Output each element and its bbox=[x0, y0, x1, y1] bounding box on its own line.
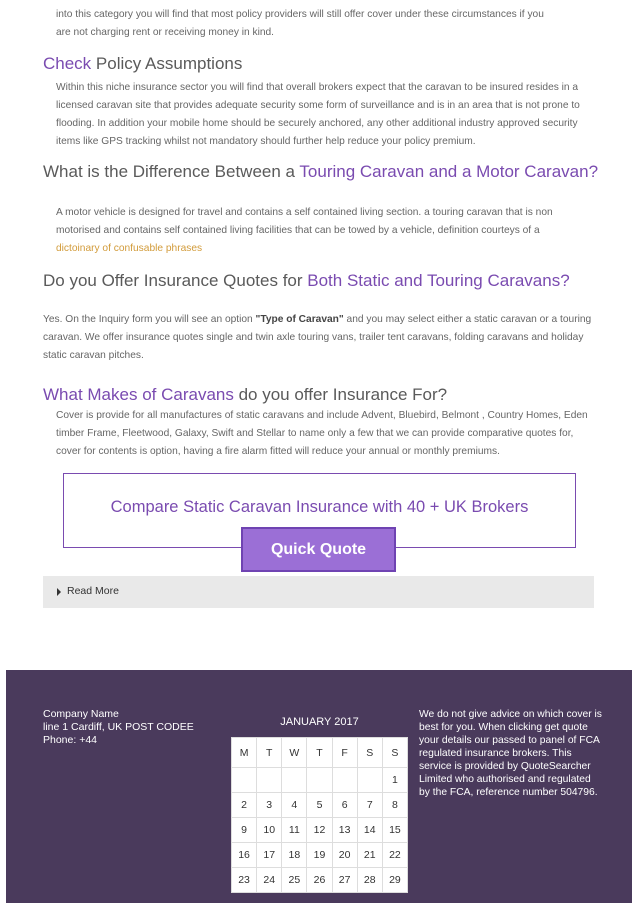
calendar-day[interactable]: 8 bbox=[382, 793, 407, 818]
heading-highlight: What Makes of Caravans bbox=[43, 385, 234, 404]
heading-text: What is the Difference Between a bbox=[43, 162, 300, 181]
calendar-day[interactable]: 11 bbox=[282, 818, 307, 843]
calendar-day[interactable]: 7 bbox=[357, 793, 382, 818]
company-phone: Phone: +44 bbox=[43, 734, 98, 746]
calendar-day[interactable]: 9 bbox=[232, 818, 257, 843]
calendar-day[interactable]: 16 bbox=[232, 843, 257, 868]
calendar-day[interactable]: 18 bbox=[282, 843, 307, 868]
calendar-day[interactable]: 23 bbox=[232, 868, 257, 893]
cta-title: Compare Static Caravan Insurance with 40 + UK Brokers bbox=[110, 498, 529, 516]
section-heading-quotes bbox=[43, 271, 603, 290]
calendar-widget bbox=[231, 707, 408, 897]
heading-highlight: Both Static and Touring Caravans? bbox=[307, 271, 570, 290]
section-heading-policy-assumptions bbox=[43, 54, 603, 73]
weekday-label: T bbox=[307, 738, 332, 768]
calendar-day[interactable]: 15 bbox=[382, 818, 407, 843]
footer bbox=[6, 670, 632, 903]
calendar-week-row bbox=[232, 818, 408, 843]
weekday-label: F bbox=[332, 738, 357, 768]
company-address: line 1 Cardiff, UK POST CODEE bbox=[43, 721, 194, 733]
intro-line: into this category you will find that most policy providers will still offer cover under these circumstances if you bbox=[56, 9, 544, 20]
calendar-title: JANUARY 2017 bbox=[231, 707, 408, 737]
calendar-day[interactable]: 4 bbox=[282, 793, 307, 818]
read-more-label: Read More bbox=[67, 585, 119, 597]
calendar-day[interactable]: 14 bbox=[357, 818, 382, 843]
company-info bbox=[43, 708, 194, 747]
heading-text: do you offer Insurance For? bbox=[233, 385, 448, 404]
calendar-week-row bbox=[232, 768, 408, 793]
calendar-day[interactable]: 10 bbox=[257, 818, 282, 843]
calendar-day bbox=[282, 768, 307, 793]
weekday-label: S bbox=[357, 738, 382, 768]
caret-right-icon bbox=[57, 588, 61, 596]
calendar-day[interactable]: 21 bbox=[357, 843, 382, 868]
section-text-makes: Cover is provide for all manufactures of static caravans and include Advent, Bluebird, Belmont , Country Homes, Eden timber Frame, Fleetwood, Galaxy, Swift and Stellar to name only a few that we can provide comparative quotes for, cover for contents is option, having a fire alarm fitted will reduce your annual or monthly premiums. bbox=[56, 410, 588, 457]
heading-highlight: Check bbox=[43, 54, 92, 73]
company-name: Company Name bbox=[43, 708, 119, 720]
calendar-day[interactable]: 19 bbox=[307, 843, 332, 868]
section-text-quotes bbox=[43, 311, 598, 365]
calendar-day[interactable]: 3 bbox=[257, 793, 282, 818]
weekday-label: W bbox=[282, 738, 307, 768]
calendar-day[interactable]: 24 bbox=[257, 868, 282, 893]
calendar-day[interactable]: 26 bbox=[307, 868, 332, 893]
calendar-day[interactable]: 13 bbox=[332, 818, 357, 843]
section-heading-difference bbox=[43, 162, 603, 181]
intro-line: are not charging rent or receiving money in kind. bbox=[56, 27, 275, 38]
calendar-day[interactable]: 29 bbox=[382, 868, 407, 893]
calendar-day[interactable]: 6 bbox=[332, 793, 357, 818]
section-heading-makes bbox=[43, 385, 603, 404]
calendar-day[interactable]: 25 bbox=[282, 868, 307, 893]
calendar-day[interactable]: 12 bbox=[307, 818, 332, 843]
weekday-label: S bbox=[382, 738, 407, 768]
calendar-day[interactable]: 1 bbox=[382, 768, 407, 793]
calendar-day[interactable]: 20 bbox=[332, 843, 357, 868]
calendar-day[interactable]: 17 bbox=[257, 843, 282, 868]
calendar-table bbox=[231, 737, 408, 893]
calendar-week-row bbox=[232, 793, 408, 818]
calendar-day[interactable]: 28 bbox=[357, 868, 382, 893]
calendar-day[interactable]: 22 bbox=[382, 843, 407, 868]
paragraph-text: and you may select either a static caravan or a touring caravan. We offer insurance quotes single and twin axle touring vans, trailer tent caravans, folding caravans and holiday static caravan pitches. bbox=[43, 314, 592, 361]
calendar-weekday-row bbox=[232, 738, 408, 768]
weekday-label: M bbox=[232, 738, 257, 768]
calendar-week-row bbox=[232, 843, 408, 868]
calendar-day bbox=[332, 768, 357, 793]
intro-text bbox=[56, 6, 596, 42]
quick-quote-button[interactable]: Quick Quote bbox=[241, 527, 396, 572]
calendar-day bbox=[257, 768, 282, 793]
calendar-day bbox=[307, 768, 332, 793]
heading-highlight: Touring Caravan and a Motor Caravan? bbox=[299, 162, 599, 181]
type-of-caravan-label: "Type of Caravan" bbox=[255, 314, 344, 325]
heading-text: Policy Assumptions bbox=[91, 54, 243, 73]
calendar-day[interactable]: 2 bbox=[232, 793, 257, 818]
section-text-difference bbox=[56, 204, 596, 258]
section-text-policy-assumptions: Within this niche insurance sector you will find that overall brokers expect that the caravan to be insured resides in a licensed caravan site that provides adequate security some form of surveillance and is in an area that is not prone to flooding. In addition your mobile home should be securely anchored, any other additional industry approved security items like GPS tracking whilst not mandatory should further help reduce your policy premium. bbox=[56, 82, 580, 147]
calendar-day bbox=[357, 768, 382, 793]
calendar-day bbox=[232, 768, 257, 793]
read-more-toggle[interactable] bbox=[43, 576, 594, 608]
heading-text: Do you Offer Insurance Quotes for bbox=[43, 271, 308, 290]
dictionary-link[interactable]: dictoinary of confusable phrases bbox=[56, 243, 203, 254]
paragraph-text: A motor vehicle is designed for travel and contains a self contained living section. a touring caravan that is non motorised and contains self contained living facilities that can be towed by a vehicle, definition courteys of a bbox=[56, 207, 553, 236]
weekday-label: T bbox=[257, 738, 282, 768]
paragraph-text: Yes. On the Inquiry form you will see an option bbox=[43, 314, 256, 325]
calendar-day[interactable]: 27 bbox=[332, 868, 357, 893]
calendar-week-row bbox=[232, 868, 408, 893]
disclaimer-text: We do not give advice on which cover is best for you. When clicking get quote your details our passed to panel of FCA regulated insurance brokers. This service is provided by QuoteSearcher Limited who authorised and regulated by the FCA, reference number 504796. bbox=[419, 709, 602, 798]
calendar-day[interactable]: 5 bbox=[307, 793, 332, 818]
